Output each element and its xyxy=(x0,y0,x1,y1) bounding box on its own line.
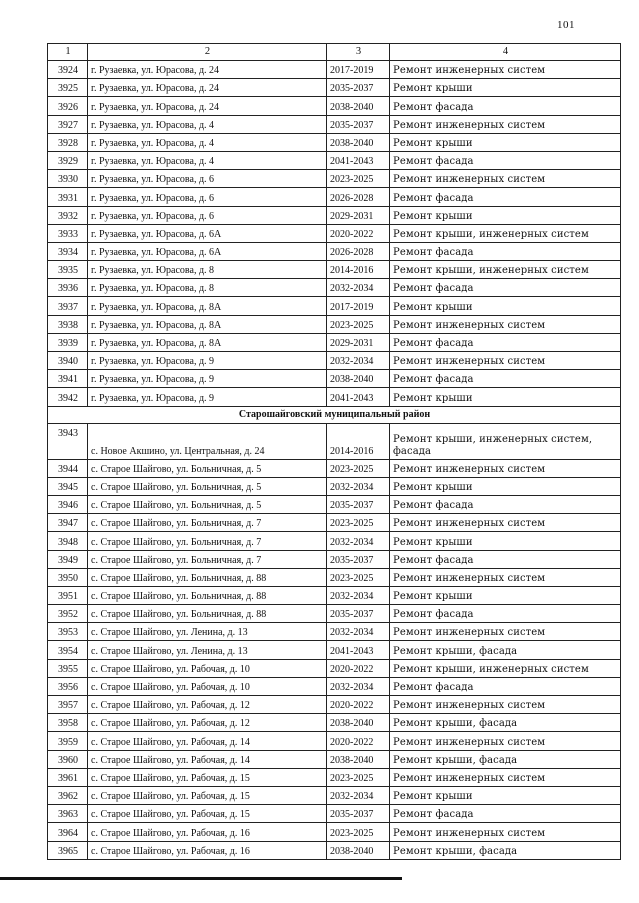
period-cell: 2017-2019 xyxy=(327,61,390,79)
address-cell: г. Рузаевка, ул. Юрасова, д. 24 xyxy=(88,61,327,79)
address-cell: г. Рузаевка, ул. Юрасова, д. 24 xyxy=(88,79,327,97)
table-row xyxy=(48,696,621,714)
period-cell: 2014-2016 xyxy=(327,261,390,279)
row-number-cell: 3959 xyxy=(48,732,88,750)
table-row xyxy=(48,79,621,97)
row-number-cell: 3930 xyxy=(48,170,88,188)
table-row xyxy=(48,423,621,459)
work-type-cell: Ремонт фасада xyxy=(390,495,621,513)
period-cell: 2026-2028 xyxy=(327,188,390,206)
row-number-cell: 3940 xyxy=(48,352,88,370)
row-number-cell: 3924 xyxy=(48,61,88,79)
address-cell: г. Рузаевка, ул. Юрасова, д. 6 xyxy=(88,206,327,224)
row-number-cell: 3933 xyxy=(48,224,88,242)
repair-schedule-table xyxy=(47,43,621,860)
period-cell: 2032-2034 xyxy=(327,477,390,495)
period-cell: 2023-2025 xyxy=(327,823,390,841)
work-type-cell: Ремонт инженерных систем xyxy=(390,61,621,79)
page-number: 101 xyxy=(557,19,575,31)
address-cell: с. Старое Шайгово, ул. Больничная, д. 7 xyxy=(88,532,327,550)
work-type-cell: Ремонт крыши xyxy=(390,532,621,550)
row-number-cell: 3961 xyxy=(48,768,88,786)
table-row xyxy=(48,495,621,513)
address-cell: г. Рузаевка, ул. Юрасова, д. 8А xyxy=(88,297,327,315)
period-cell: 2038-2040 xyxy=(327,841,390,859)
work-type-cell: Ремонт крыши xyxy=(390,79,621,97)
period-cell: 2032-2034 xyxy=(327,279,390,297)
table-row xyxy=(48,151,621,169)
period-cell: 2023-2025 xyxy=(327,459,390,477)
table-row xyxy=(48,605,621,623)
period-cell: 2038-2040 xyxy=(327,133,390,151)
period-cell: 2032-2034 xyxy=(327,677,390,695)
address-cell: г. Рузаевка, ул. Юрасова, д. 4 xyxy=(88,115,327,133)
work-type-cell: Ремонт крыши xyxy=(390,388,621,406)
table-row xyxy=(48,352,621,370)
period-cell: 2026-2028 xyxy=(327,242,390,260)
period-cell: 2032-2034 xyxy=(327,623,390,641)
table-row xyxy=(48,459,621,477)
period-cell: 2014-2016 xyxy=(327,423,390,459)
row-number-cell: 3928 xyxy=(48,133,88,151)
work-type-cell: Ремонт крыши xyxy=(390,133,621,151)
period-cell: 2029-2031 xyxy=(327,333,390,351)
address-cell: г. Рузаевка, ул. Юрасова, д. 8А xyxy=(88,333,327,351)
row-number-cell: 3949 xyxy=(48,550,88,568)
work-type-cell: Ремонт крыши, фасада xyxy=(390,750,621,768)
table-row xyxy=(48,677,621,695)
address-cell: с. Старое Шайгово, ул. Рабочая, д. 14 xyxy=(88,732,327,750)
work-type-cell: Ремонт инженерных систем xyxy=(390,568,621,586)
row-number-cell: 3939 xyxy=(48,333,88,351)
table-row xyxy=(48,115,621,133)
period-cell: 2035-2037 xyxy=(327,805,390,823)
column-header-number: 1 xyxy=(48,44,88,61)
period-cell: 2035-2037 xyxy=(327,115,390,133)
work-type-cell: Ремонт фасада xyxy=(390,97,621,115)
address-cell: г. Рузаевка, ул. Юрасова, д. 6А xyxy=(88,242,327,260)
period-cell: 2041-2043 xyxy=(327,641,390,659)
work-type-cell: Ремонт инженерных систем xyxy=(390,623,621,641)
table-row xyxy=(48,623,621,641)
address-cell: с. Старое Шайгово, ул. Больничная, д. 88 xyxy=(88,568,327,586)
work-type-cell: Ремонт фасада xyxy=(390,605,621,623)
period-cell: 2035-2037 xyxy=(327,79,390,97)
address-cell: г. Рузаевка, ул. Юрасова, д. 9 xyxy=(88,352,327,370)
address-cell: г. Рузаевка, ул. Юрасова, д. 6 xyxy=(88,170,327,188)
period-cell: 2020-2022 xyxy=(327,696,390,714)
address-cell: с. Старое Шайгово, ул. Ленина, д. 13 xyxy=(88,641,327,659)
table-row xyxy=(48,768,621,786)
address-cell: с. Старое Шайгово, ул. Больничная, д. 7 xyxy=(88,550,327,568)
row-number-cell: 3948 xyxy=(48,532,88,550)
row-number-cell: 3925 xyxy=(48,79,88,97)
table-row xyxy=(48,805,621,823)
table-row xyxy=(48,224,621,242)
address-cell: г. Рузаевка, ул. Юрасова, д. 9 xyxy=(88,370,327,388)
work-type-cell: Ремонт крыши xyxy=(390,786,621,804)
period-cell: 2032-2034 xyxy=(327,586,390,604)
address-cell: с. Старое Шайгово, ул. Больничная, д. 5 xyxy=(88,495,327,513)
work-type-cell: Ремонт инженерных систем xyxy=(390,315,621,333)
work-type-cell: Ремонт фасада xyxy=(390,550,621,568)
table-row xyxy=(48,261,621,279)
row-number-cell: 3965 xyxy=(48,841,88,859)
address-cell: г. Рузаевка, ул. Юрасова, д. 6А xyxy=(88,224,327,242)
district-heading-row xyxy=(48,406,621,423)
table-row xyxy=(48,61,621,79)
row-number-cell: 3964 xyxy=(48,823,88,841)
address-cell: с. Старое Шайгово, ул. Рабочая, д. 12 xyxy=(88,714,327,732)
work-type-cell: Ремонт инженерных систем xyxy=(390,459,621,477)
column-header-address: 2 xyxy=(88,44,327,61)
table-row xyxy=(48,315,621,333)
period-cell: 2023-2025 xyxy=(327,568,390,586)
table-row xyxy=(48,586,621,604)
address-cell: с. Старое Шайгово, ул. Рабочая, д. 15 xyxy=(88,805,327,823)
row-number-cell: 3958 xyxy=(48,714,88,732)
table-row xyxy=(48,641,621,659)
period-cell: 2020-2022 xyxy=(327,732,390,750)
work-type-cell: Ремонт крыши, инженерных систем xyxy=(390,659,621,677)
table-row xyxy=(48,659,621,677)
work-type-cell: Ремонт крыши, фасада xyxy=(390,714,621,732)
period-cell: 2017-2019 xyxy=(327,297,390,315)
row-number-cell: 3936 xyxy=(48,279,88,297)
column-header-period: 3 xyxy=(327,44,390,61)
address-cell: с. Старое Шайгово, ул. Рабочая, д. 15 xyxy=(88,768,327,786)
work-type-cell: Ремонт фасада xyxy=(390,188,621,206)
period-cell: 2038-2040 xyxy=(327,714,390,732)
row-number-cell: 3956 xyxy=(48,677,88,695)
period-cell: 2023-2025 xyxy=(327,170,390,188)
address-cell: с. Старое Шайгово, ул. Больничная, д. 5 xyxy=(88,459,327,477)
period-cell: 2035-2037 xyxy=(327,550,390,568)
work-type-cell: Ремонт фасада xyxy=(390,333,621,351)
work-type-cell: Ремонт крыши xyxy=(390,586,621,604)
work-type-cell: Ремонт фасада xyxy=(390,151,621,169)
district-heading: Старошайговский муниципальный район xyxy=(48,406,621,423)
work-type-cell: Ремонт крыши, инженерных систем, фасада xyxy=(390,423,621,459)
period-cell: 2035-2037 xyxy=(327,495,390,513)
table-row xyxy=(48,206,621,224)
row-number-cell: 3952 xyxy=(48,605,88,623)
row-number-cell: 3946 xyxy=(48,495,88,513)
period-cell: 2038-2040 xyxy=(327,750,390,768)
row-number-cell: 3943 xyxy=(48,423,88,459)
table-row xyxy=(48,97,621,115)
period-cell: 2035-2037 xyxy=(327,605,390,623)
period-cell: 2032-2034 xyxy=(327,786,390,804)
table-row xyxy=(48,823,621,841)
table-row xyxy=(48,568,621,586)
row-number-cell: 3950 xyxy=(48,568,88,586)
work-type-cell: Ремонт инженерных систем xyxy=(390,170,621,188)
table-row xyxy=(48,732,621,750)
address-cell: с. Старое Шайгово, ул. Рабочая, д. 15 xyxy=(88,786,327,804)
work-type-cell: Ремонт фасада xyxy=(390,677,621,695)
work-type-cell: Ремонт инженерных систем xyxy=(390,823,621,841)
work-type-cell: Ремонт крыши, инженерных систем xyxy=(390,261,621,279)
work-type-cell: Ремонт крыши xyxy=(390,477,621,495)
address-cell: с. Старое Шайгово, ул. Больничная, д. 88 xyxy=(88,605,327,623)
table-row xyxy=(48,370,621,388)
row-number-cell: 3934 xyxy=(48,242,88,260)
table-row xyxy=(48,532,621,550)
address-cell: с. Старое Шайгово, ул. Рабочая, д. 10 xyxy=(88,659,327,677)
work-type-cell: Ремонт фасада xyxy=(390,279,621,297)
row-number-cell: 3942 xyxy=(48,388,88,406)
table-row xyxy=(48,786,621,804)
address-cell: с. Старое Шайгово, ул. Рабочая, д. 10 xyxy=(88,677,327,695)
address-cell: г. Рузаевка, ул. Юрасова, д. 8 xyxy=(88,261,327,279)
period-cell: 2041-2043 xyxy=(327,388,390,406)
work-type-cell: Ремонт крыши, инженерных систем xyxy=(390,224,621,242)
table-row xyxy=(48,514,621,532)
address-cell: г. Рузаевка, ул. Юрасова, д. 4 xyxy=(88,133,327,151)
row-number-cell: 3962 xyxy=(48,786,88,804)
work-type-cell: Ремонт крыши, фасада xyxy=(390,641,621,659)
work-type-cell: Ремонт инженерных систем xyxy=(390,768,621,786)
row-number-cell: 3951 xyxy=(48,586,88,604)
work-type-cell: Ремонт инженерных систем xyxy=(390,514,621,532)
row-number-cell: 3945 xyxy=(48,477,88,495)
period-cell: 2020-2022 xyxy=(327,224,390,242)
table-header-row xyxy=(48,44,621,61)
row-number-cell: 3926 xyxy=(48,97,88,115)
row-number-cell: 3947 xyxy=(48,514,88,532)
work-type-cell: Ремонт крыши, фасада xyxy=(390,841,621,859)
address-cell: с. Старое Шайгово, ул. Больничная, д. 88 xyxy=(88,586,327,604)
row-number-cell: 3941 xyxy=(48,370,88,388)
address-cell: с. Старое Шайгово, ул. Больничная, д. 5 xyxy=(88,477,327,495)
work-type-cell: Ремонт инженерных систем xyxy=(390,115,621,133)
work-type-cell: Ремонт инженерных систем xyxy=(390,352,621,370)
table-row xyxy=(48,550,621,568)
table-row xyxy=(48,477,621,495)
row-number-cell: 3937 xyxy=(48,297,88,315)
period-cell: 2029-2031 xyxy=(327,206,390,224)
period-cell: 2020-2022 xyxy=(327,659,390,677)
address-cell: г. Рузаевка, ул. Юрасова, д. 8А xyxy=(88,315,327,333)
period-cell: 2032-2034 xyxy=(327,532,390,550)
address-cell: с. Старое Шайгово, ул. Рабочая, д. 12 xyxy=(88,696,327,714)
work-type-cell: Ремонт инженерных систем xyxy=(390,732,621,750)
table-row xyxy=(48,388,621,406)
table-row xyxy=(48,188,621,206)
row-number-cell: 3929 xyxy=(48,151,88,169)
table-row xyxy=(48,297,621,315)
work-type-cell: Ремонт фасада xyxy=(390,370,621,388)
period-cell: 2023-2025 xyxy=(327,514,390,532)
row-number-cell: 3955 xyxy=(48,659,88,677)
row-number-cell: 3938 xyxy=(48,315,88,333)
address-cell: с. Старое Шайгово, ул. Больничная, д. 7 xyxy=(88,514,327,532)
row-number-cell: 3932 xyxy=(48,206,88,224)
work-type-cell: Ремонт инженерных систем xyxy=(390,696,621,714)
work-type-cell: Ремонт фасада xyxy=(390,805,621,823)
row-number-cell: 3953 xyxy=(48,623,88,641)
period-cell: 2038-2040 xyxy=(327,97,390,115)
table-row xyxy=(48,750,621,768)
address-cell: с. Старое Шайгово, ул. Рабочая, д. 16 xyxy=(88,823,327,841)
table-body xyxy=(48,44,621,860)
row-number-cell: 3935 xyxy=(48,261,88,279)
column-header-work-type: 4 xyxy=(390,44,621,61)
work-type-cell: Ремонт крыши xyxy=(390,297,621,315)
address-cell: с. Новое Акшино, ул. Центральная, д. 24 xyxy=(88,423,327,459)
table-row xyxy=(48,841,621,859)
row-number-cell: 3960 xyxy=(48,750,88,768)
work-type-cell: Ремонт фасада xyxy=(390,242,621,260)
row-number-cell: 3944 xyxy=(48,459,88,477)
address-cell: с. Старое Шайгово, ул. Рабочая, д. 14 xyxy=(88,750,327,768)
address-cell: с. Старое Шайгово, ул. Ленина, д. 13 xyxy=(88,623,327,641)
address-cell: г. Рузаевка, ул. Юрасова, д. 24 xyxy=(88,97,327,115)
period-cell: 2041-2043 xyxy=(327,151,390,169)
table-row xyxy=(48,279,621,297)
table-row xyxy=(48,333,621,351)
period-cell: 2038-2040 xyxy=(327,370,390,388)
row-number-cell: 3931 xyxy=(48,188,88,206)
address-cell: г. Рузаевка, ул. Юрасова, д. 6 xyxy=(88,188,327,206)
address-cell: г. Рузаевка, ул. Юрасова, д. 9 xyxy=(88,388,327,406)
table-row xyxy=(48,133,621,151)
period-cell: 2023-2025 xyxy=(327,768,390,786)
address-cell: г. Рузаевка, ул. Юрасова, д. 4 xyxy=(88,151,327,169)
scan-edge-line xyxy=(0,877,402,880)
table-row xyxy=(48,170,621,188)
table-row xyxy=(48,714,621,732)
period-cell: 2032-2034 xyxy=(327,352,390,370)
address-cell: г. Рузаевка, ул. Юрасова, д. 8 xyxy=(88,279,327,297)
row-number-cell: 3927 xyxy=(48,115,88,133)
period-cell: 2023-2025 xyxy=(327,315,390,333)
work-type-cell: Ремонт крыши xyxy=(390,206,621,224)
row-number-cell: 3954 xyxy=(48,641,88,659)
address-cell: с. Старое Шайгово, ул. Рабочая, д. 16 xyxy=(88,841,327,859)
table-row xyxy=(48,242,621,260)
row-number-cell: 3963 xyxy=(48,805,88,823)
row-number-cell: 3957 xyxy=(48,696,88,714)
